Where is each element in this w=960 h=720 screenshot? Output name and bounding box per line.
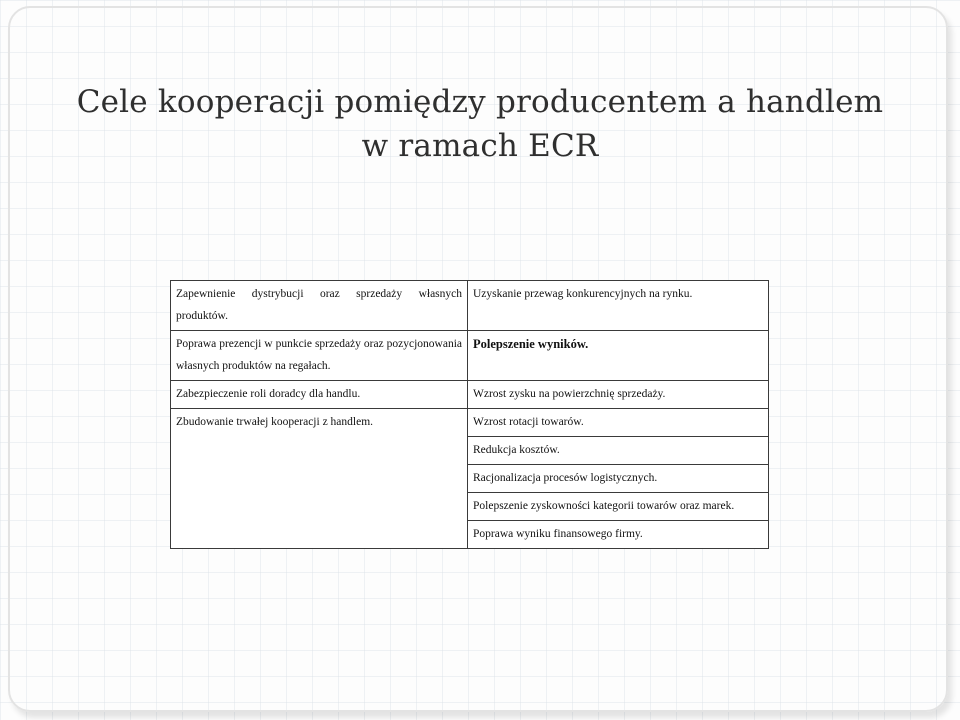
table-row [171, 409, 769, 437]
slide-title-line-1: Cele kooperacji pomiędzy producentem a handlem [76, 84, 884, 120]
producer-goal-cell: Poprawa prezencji w punkcie sprzedaży oraz pozycjonowania własnych produktów na regałach. [171, 331, 468, 381]
ecr-goals-table [170, 280, 769, 549]
producer-goal-cell: Zapewnienie dystrybucji oraz sprzedaży własnych produktów. [171, 281, 468, 331]
retailer-goal-cell: Poprawa wyniku finansowego firmy. [468, 521, 769, 549]
retailer-goal-cell: Racjonalizacja procesów logistycznych. [468, 465, 769, 493]
retailer-goal-cell: Polepszenie wyników. [468, 331, 769, 381]
table-row [171, 381, 769, 409]
producer-goal-cell: Zabezpieczenie roli doradcy dla handlu. [171, 381, 468, 409]
retailer-goal-cell: Wzrost rotacji towarów. [468, 409, 769, 437]
table-row [171, 281, 769, 331]
retailer-goal-cell: Redukcja kosztów. [468, 437, 769, 465]
retailer-goal-cell: Wzrost zysku na powierzchnię sprzedaży. [468, 381, 769, 409]
retailer-goal-cell: Uzyskanie przewag konkurencyjnych na rynku. [468, 281, 769, 331]
slide-title [40, 80, 920, 168]
retailer-goal-cell: Polepszenie zyskowności kategorii towarów oraz marek. [468, 493, 769, 521]
producer-goal-cell: Zbudowanie trwałej kooperacji z handlem. [171, 409, 468, 549]
slide-title-line-2: w ramach ECR [361, 128, 599, 164]
table-row [171, 331, 769, 381]
